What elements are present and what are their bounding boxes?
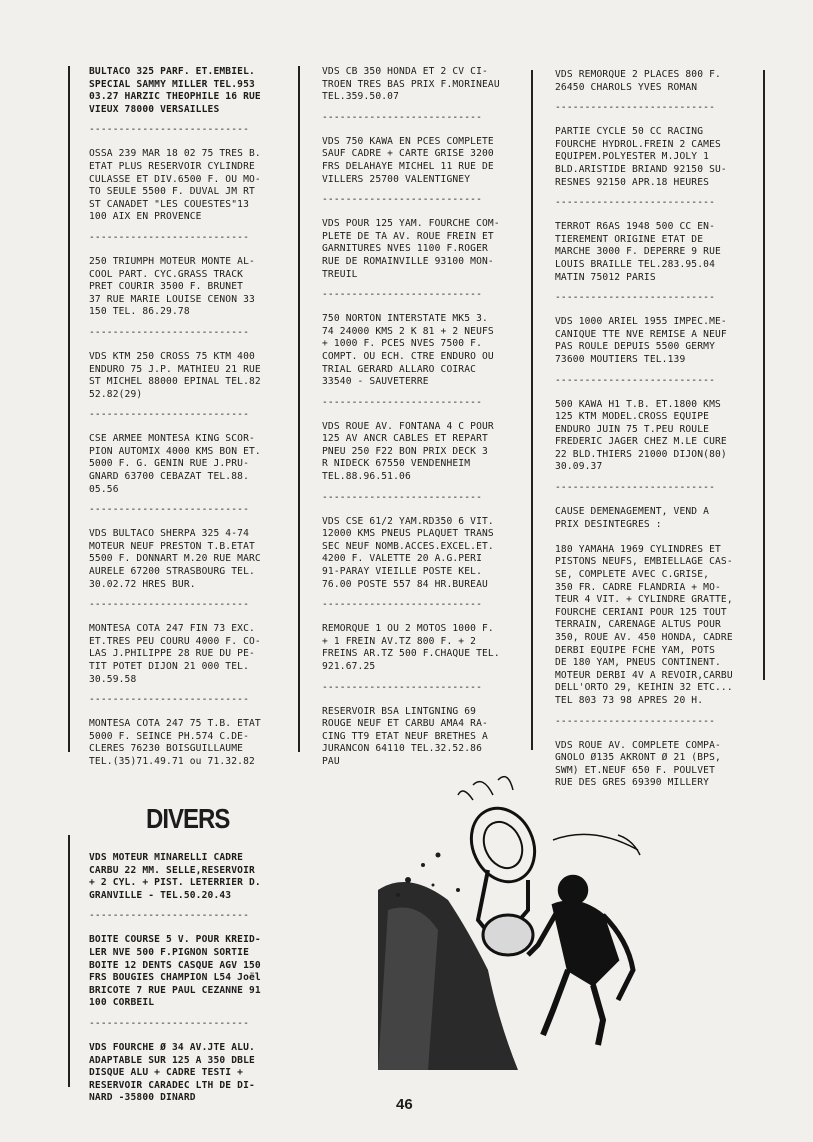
column-rule-left-lower bbox=[68, 835, 70, 1087]
classified-ad: REMORQUE 1 OU 2 MOTOS 1000 F. + 1 FREIN AV.TZ 800 F. + 2 FREINS AR.TZ 500 F.CHAQUE TEL. 921.67.25 bbox=[322, 623, 500, 672]
column-1 bbox=[89, 66, 261, 769]
ad-separator: --------------------------- bbox=[322, 681, 482, 693]
motocross-rider-illustration bbox=[378, 770, 668, 1070]
ad-separator: --------------------------- bbox=[555, 374, 715, 386]
classified-ad: 250 TRIUMPH MOTEUR MONTE AL- COOL PART. CYC.GRASS TRACK PRET COURIR 3500 F. BRUNET 37 RUE MARIE LOUISE CENON 33 150 TEL. 86.29.78 bbox=[89, 255, 255, 318]
classified-ad: CSE ARMEE MONTESA KING SCOR- PION AUTOMIX 4000 KMS BON ET. 5000 F. G. GENIN RUE J.PRU- GNARD 63700 CEBAZAT TEL.88. 05.56 bbox=[89, 433, 261, 495]
divers-heading: DIVERS bbox=[146, 803, 230, 835]
ad-separator: --------------------------- bbox=[555, 197, 715, 209]
ad-separator: --------------------------- bbox=[89, 694, 249, 706]
classified-ad: BOITE COURSE 5 V. POUR KREID- LER NVE 500 F.PIGNON SORTIE BOITE 12 DENTS CASQUE AGV 150 FRS BOUGIES CHAMPION L54 Joël BRICOTE 7 RUE PAUL CEZANNE 91 100 CORBEIL bbox=[89, 934, 261, 1009]
ad-separator: --------------------------- bbox=[322, 289, 482, 301]
classified-ad: VDS CB 350 HONDA ET 2 CV CI- TROEN TRES BAS PRIX F.MORINEAU TEL.359.50.07 bbox=[322, 66, 500, 103]
classified-ad: OSSA 239 MAR 18 02 75 TRES B. ETAT PLUS RESERVOIR CYLINDRE CULASSE ET DIV.6500 F. OU MO- TO SEULE 5500 F. DUVAL JM RT ST CANADET "LES COUESTES"13 100 AIX EN PROVENCE bbox=[89, 148, 261, 223]
ad-separator: --------------------------- bbox=[89, 231, 249, 243]
classified-ad: VDS BULTACO SHERPA 325 4-74 MOTEUR NEUF PRESTON T.B.ETAT 5500 F. DONNART M.20 RUE MARC AURELE 67200 STRASBOURG TEL. 30.02.72 HRES BUR. bbox=[89, 528, 261, 590]
ad-separator: --------------------------- bbox=[89, 1017, 249, 1029]
classified-ad: VDS REMORQUE 2 PLACES 800 F. 26450 CHAROLS YVES ROMAN bbox=[555, 69, 721, 93]
classified-ad: VDS ROUE AV. FONTANA 4 C POUR 125 AV ANCR CABLES ET REPART PNEU 250 F22 BON PRIX DECK 3 R NIDECK 67550 VENDENHEIM TEL.88.96.51.06 bbox=[322, 420, 494, 483]
column-rule-2 bbox=[531, 70, 533, 750]
classified-ad: VDS ROUE AV. COMPLETE COMPA- GNOLO Ø135 AKRONT Ø 21 (BPS, SWM) ET.NEUF 650 F. POULVET RUE DES GRES 69390 MILLERY bbox=[555, 739, 721, 789]
column-3 bbox=[555, 69, 733, 790]
column-2 bbox=[322, 66, 500, 769]
classified-ad: VDS 750 KAWA EN PCES COMPLETE SAUF CADRE + CARTE GRISE 3200 FRS DELAHAYE MICHEL 11 RUE DE VILLERS 25700 VALENTIGNEY bbox=[322, 135, 494, 185]
classified-ad: TERROT R6AS 1948 500 CC EN- TIEREMENT ORIGINE ETAT DE MARCHE 3000 F. DEPERRE 9 RUE LOUIS BRAILLE TEL.283.95.04 MATIN 75012 PARIS bbox=[555, 221, 721, 283]
ad-separator: --------------------------- bbox=[322, 599, 482, 611]
classified-ad: MONTESA COTA 247 75 T.B. ETAT 5000 F. SEINCE PH.574 C.DE- CLERES 76230 BOISGUILLAUME TEL.(35)71.49.71 ou 71.32.82 bbox=[89, 718, 261, 767]
ad-separator: --------------------------- bbox=[89, 504, 249, 516]
dirt-mound bbox=[378, 853, 518, 1071]
classified-ad: VDS POUR 125 YAM. FOURCHE COM- PLETE DE TA AV. ROUE FREIN ET GARNITURES NVES 1100 F.ROGER RUE DE ROMAINVILLE 93100 MON- TREUIL bbox=[322, 218, 500, 280]
page-number: 46 bbox=[396, 1096, 413, 1113]
ad-separator: --------------------------- bbox=[89, 124, 249, 136]
classified-ad: VDS CSE 61/2 YAM.RD350 6 VIT. 12000 KMS PNEUS PLAQUET TRANS SEC NEUF NOMB.ACCES.EXCEL.ET. 4200 F. VALETTE 20 A.G.PERI 91-PARAY VIEILLE POSTE KEL. 76.00 POSTE 557 84 HR.BUREAU bbox=[322, 515, 494, 590]
classified-ad: PARTIE CYCLE 50 CC RACING FOURCHE HYDROL.FREIN 2 CAMES EQUIPEM.POLYESTER M.JOLY 1 BLD.ARISTIDE BRIAND 92150 SU- RESNES 92150 APR.18 HEURES bbox=[555, 126, 727, 188]
column-rule-right bbox=[763, 70, 765, 680]
column-1-divers bbox=[89, 852, 261, 1105]
ad-separator: --------------------------- bbox=[322, 396, 482, 408]
ad-separator: --------------------------- bbox=[555, 102, 715, 114]
classified-ad: 750 NORTON INTERSTATE MK5 3. 74 24000 KMS 2 K 81 + 2 NEUFS + 1000 F. PCES NVES 7500 F. COMPT. OU ECH. CTRE ENDURO OU TRIAL GERARD ALLARO COIRAC 33540 - SAUVETERRE bbox=[322, 313, 494, 388]
classified-ad: VDS FOURCHE Ø 34 AV.JTE ALU. ADAPTABLE SUR 125 A 350 DBLE DISQUE ALU + CADRE TESTI + RESERVOIR CARADEC LTH DE DI- NARD -35800 DINARD bbox=[89, 1041, 255, 1104]
ad-separator: --------------------------- bbox=[555, 292, 715, 304]
ad-separator: --------------------------- bbox=[555, 715, 715, 727]
classified-ad: 500 KAWA H1 T.B. ET.1800 KMS 125 KTM MODEL.CROSS EQUIPE ENDURO JUIN 75 T.PEU ROULE FREDERIC JAGER CHEZ M.LE CURE 22 BLD.THIERS 21000 DIJON(80) 30.09.37 bbox=[555, 398, 727, 473]
ad-separator: --------------------------- bbox=[89, 326, 249, 338]
column-rule-1 bbox=[298, 66, 300, 752]
classified-ad: RESERVOIR BSA LINTGNING 69 ROUGE NEUF ET CARBU AMA4 RA- CING TT9 ETAT NEUF BRETHES A JURANCON 64110 TEL.32.52.86 PAU bbox=[322, 705, 488, 767]
ad-separator: --------------------------- bbox=[89, 599, 249, 611]
ad-separator: --------------------------- bbox=[89, 409, 249, 421]
classified-ad: CAUSE DEMENAGEMENT, VEND A PRIX DESINTEGRES : 180 YAMAHA 1969 CYLINDRES ET PISTONS NEUFS, EMBIELLAGE CAS- SE, COMPLETE AVEC C.GRISE, 350 FR. CADRE FLANDRIA + MO- TEUR 4 VIT. + CYLINDRE GRATTE, FOURCHE CERIANI POUR 125 TOUT TERRAIN, CARENAGE ALTUS POUR 350, ROUE AV. 450 HONDA, CADRE DERBI EQUIPE FCHE YAM, POTS DE 180 YAM, PNEUS CONTINENT. MOTEUR DERBI 4V A REVOIR,CARBU DELL'ORTO 29, KEIHIN 32 ETC... TEL 803 73 98 APRES 20 H. bbox=[555, 506, 733, 706]
classified-ad: VDS MOTEUR MINARELLI CADRE CARBU 22 MM. SELLE,RESERVOIR + 2 CYL. + PIST. LETERRIER D. GRANVILLE - TEL.50.20.43 bbox=[89, 852, 261, 901]
column-rule-left bbox=[68, 66, 70, 752]
ad-separator: --------------------------- bbox=[89, 910, 249, 922]
ad-separator: --------------------------- bbox=[322, 194, 482, 206]
classified-ad: VDS 1000 ARIEL 1955 IMPEC.ME- CANIQUE TTE NVE REMISE A NEUF PAS ROULE DEPUIS 5500 GERMY 73600 MOUTIERS TEL.139 bbox=[555, 316, 727, 365]
motorcycle bbox=[458, 777, 546, 955]
ad-separator: --------------------------- bbox=[555, 482, 715, 494]
classified-ad: MONTESA COTA 247 FIN 73 EXC. ET.TRES PEU COURU 4000 F. CO- LAS J.PHILIPPE 28 RUE DU PE- TIT POTET DIJON 21 000 TEL. 30.59.58 bbox=[89, 623, 261, 685]
ad-separator: --------------------------- bbox=[322, 491, 482, 503]
rider bbox=[528, 834, 640, 1045]
ad-separator: --------------------------- bbox=[322, 111, 482, 123]
classified-ad: BULTACO 325 PARF. ET.EMBIEL. SPECIAL SAMMY MILLER TEL.953 03.27 HARZIC THEOPHILE 16 RUE VIEUX 78000 VERSAILLES bbox=[89, 66, 261, 115]
classified-ad: VDS KTM 250 CROSS 75 KTM 400 ENDURO 75 J.P. MATHIEU 21 RUE ST MICHEL 88000 EPINAL TEL.82 52.82(29) bbox=[89, 350, 261, 400]
